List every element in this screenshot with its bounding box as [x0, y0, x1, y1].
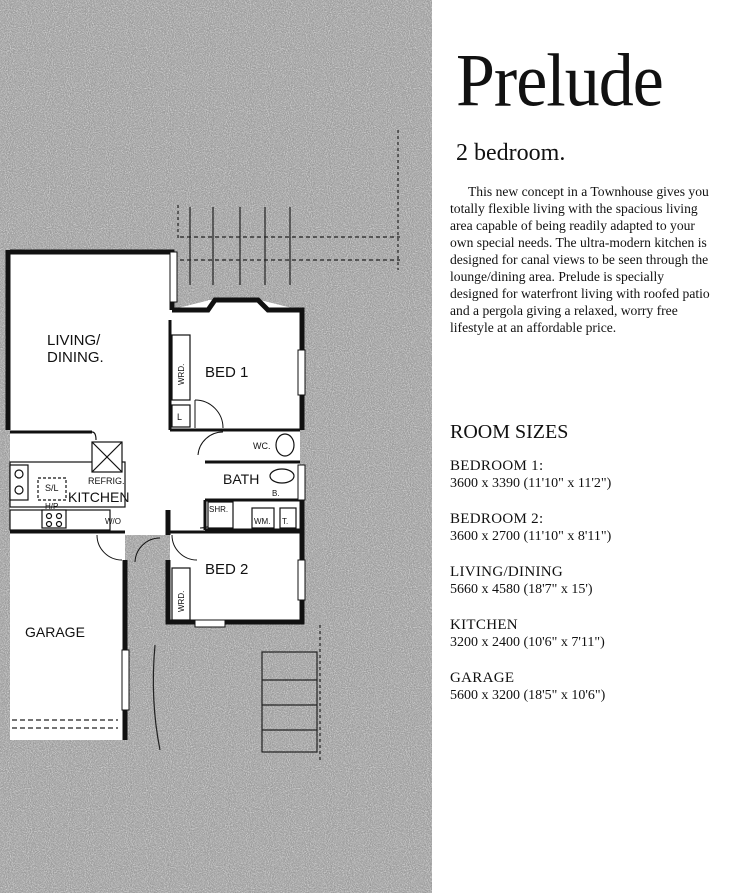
room-dimensions: 3600 x 2700 (11'10" x 8'11")	[450, 529, 612, 544]
kitchen-label: KITCHEN	[68, 489, 130, 505]
living-dining-label: LIVING/	[47, 332, 101, 349]
room-name: BEDROOM 1:	[450, 458, 544, 474]
bath-label: BATH	[223, 471, 260, 487]
room-sizes-list	[450, 457, 740, 722]
list-item	[450, 563, 740, 616]
description: This new concept in a Townhouse gives you totally flexible living with the spacious living area capable of being readily adapted to your own special needs. The ultra-modern kitchen is designed for canal views to be seen through the lounge/dining area. Prelude is specially designed for waterfront living with roofed patio and a pergola giving a relaxed, worry free lifestyle at an affordable price.	[450, 184, 710, 335]
page-title: Prelude	[456, 39, 663, 123]
room-sizes-heading: ROOM SIZES	[450, 421, 569, 443]
living-dining-label: DINING.	[47, 349, 104, 366]
list-item	[450, 510, 740, 563]
room-dimensions: 3600 x 3390 (11'10" x 11'2")	[450, 476, 612, 491]
bed2-label: BED 2	[205, 561, 249, 578]
list-item	[450, 457, 740, 510]
wrd2-label: WRD.	[177, 590, 186, 612]
room-dimensions: 3200 x 2400 (10'6" x 7'11")	[450, 635, 605, 650]
refrig-label: REFRIG.	[88, 476, 125, 486]
room-name: KITCHEN	[450, 617, 518, 633]
wc-label: WC.	[253, 441, 271, 451]
room-name: GARAGE	[450, 670, 515, 686]
garage-label: GARAGE	[25, 624, 85, 640]
wrd1-label: WRD.	[177, 363, 186, 385]
room-dimensions: 5660 x 4580 (18'7" x 15')	[450, 582, 593, 597]
room-name: LIVING/DINING	[450, 564, 564, 580]
bed1-label: BED 1	[205, 364, 249, 381]
sl-label: S/L	[45, 483, 59, 493]
wm-label: WM.	[254, 517, 271, 526]
list-item	[450, 616, 740, 669]
room-name: BEDROOM 2:	[450, 511, 544, 527]
room-dimensions: 5600 x 3200 (18'5" x 10'6")	[450, 688, 606, 703]
wo-label: W/O	[105, 517, 121, 526]
info-panel	[448, 0, 743, 893]
subtitle: 2 bedroom.	[456, 140, 566, 166]
hp-label: H/P	[45, 502, 59, 511]
b-label: B.	[272, 489, 280, 498]
list-item	[450, 669, 740, 722]
t-label: T.	[282, 517, 289, 526]
shr-label: SHR.	[209, 505, 229, 514]
l-label: L	[177, 412, 183, 422]
